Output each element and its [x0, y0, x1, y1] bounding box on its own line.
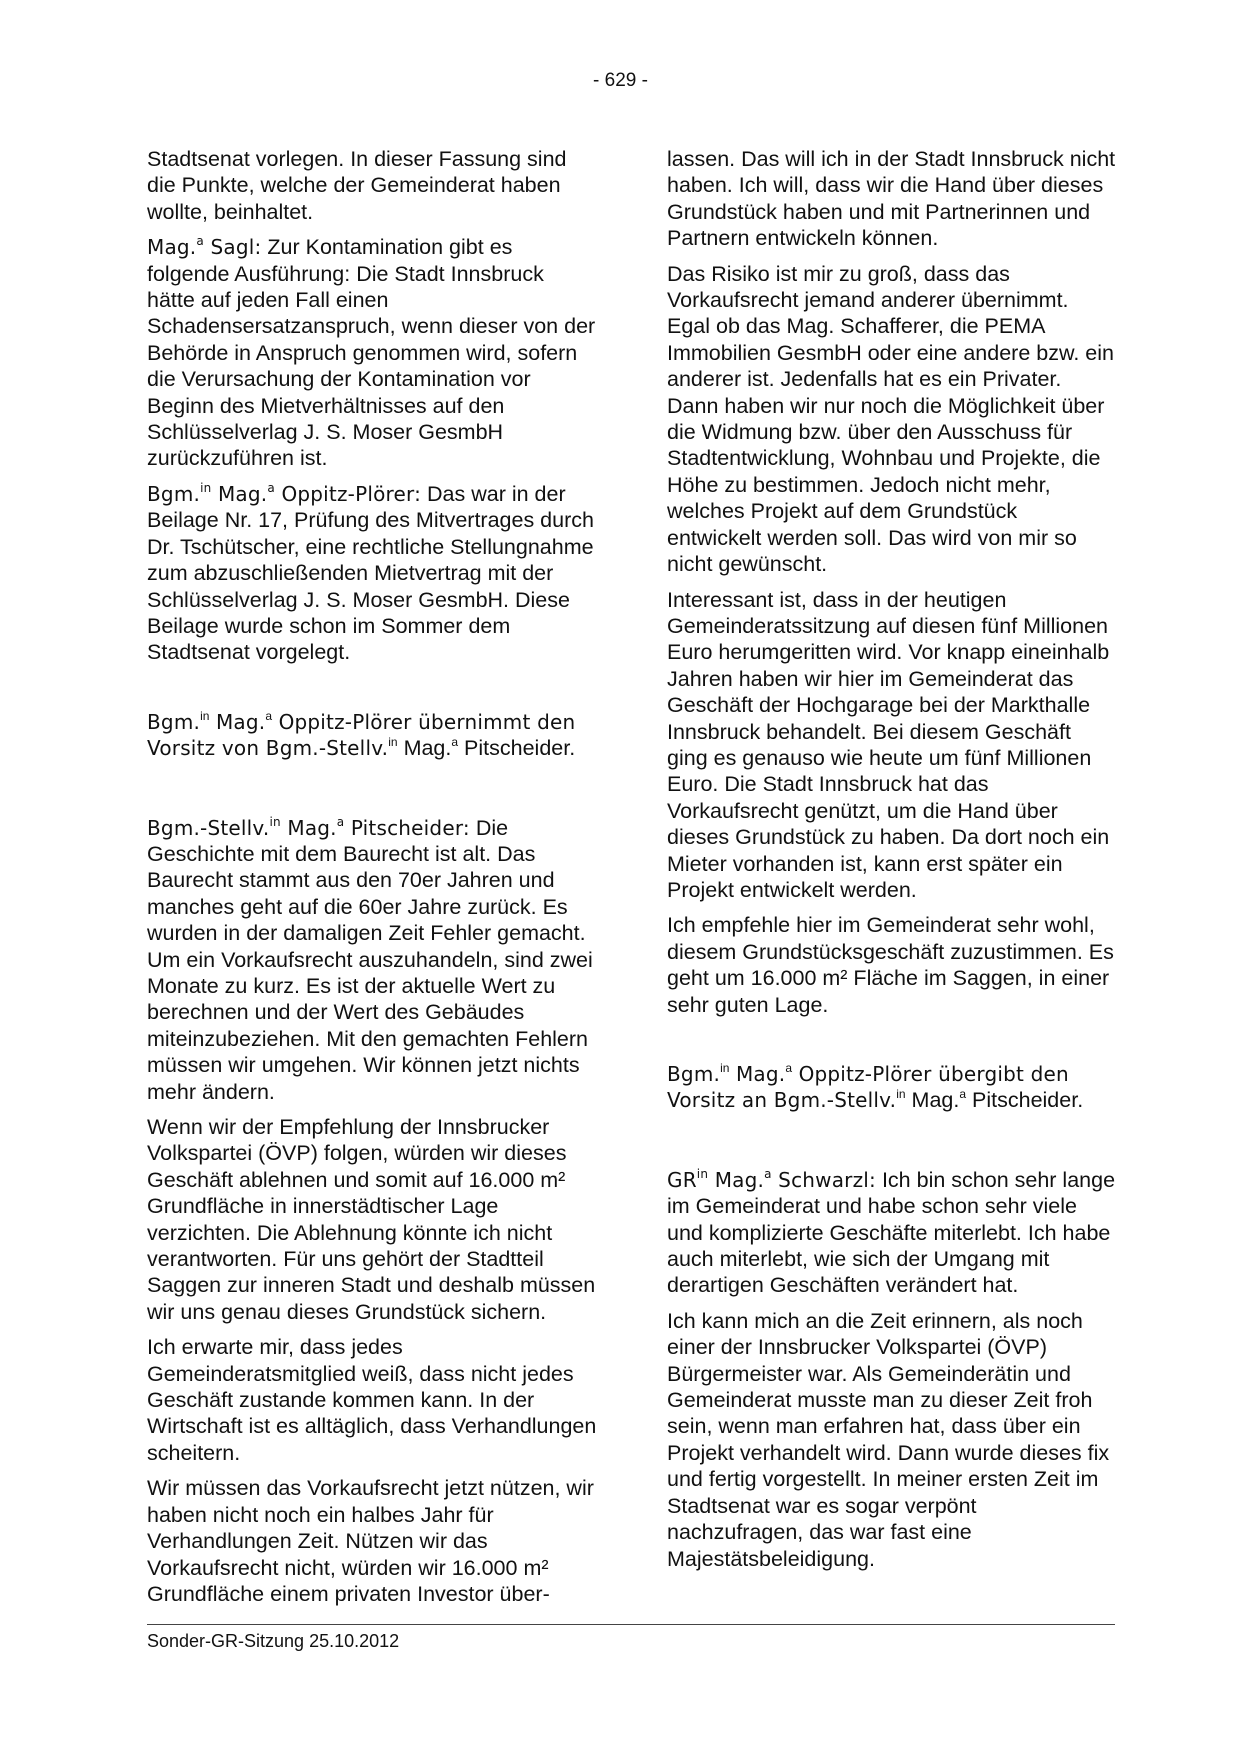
page-number: - 629 -	[593, 70, 648, 91]
paragraph: Das Risiko ist mir zu groß, dass das Vorkaufsrecht jemand anderer übernimmt. Egal ob das Mag. Schafferer, die PEMA Immobilien GesmbH oder eine andere bzw. ein anderer ist. Jedenfalls hat es ein Privater. Dann haben wir nur noch die Möglichkeit über die Widmung bzw. über den Ausschuss für Stadtentwicklung, Wohnbau und Projekte, die Höhe zu bestimmen. Jedoch nicht mehr, welches Projekt auf dem Grundstück entwickelt werden soll. Das wird von mir so nicht gewünscht.	[667, 261, 1114, 577]
left-column	[147, 146, 597, 1616]
speech-pitscheider: Bgm.-Stellv.$^{in}$ Mag.$^a$ Pitscheider: Die Geschichte mit dem Baurecht ist alt. Das Baurecht stammt aus den 70er Jahren und manches geht auf die 60er Jahre zurück. Es wurden in der damaligen Zeit Fehler gemacht. Um ein Vorkaufsrecht auszuhandeln, sind zwei Monate zu kurz. Es ist der aktuelle Wert zu berechnen und der Wert des Gebäudes miteinzubeziehen. Mit den gemachten Fehlern müssen wir umgehen. Wir können jetzt nichts mehr ändern.	[147, 814, 593, 1104]
chair-change-note: Bgm.$^{in}$ Mag.$^a$ Oppitz-Plörer übernimmt den Vorsitz von Bgm.-Stellv.$^{in}$ Mag.$^a$ Pitscheider.	[147, 708, 576, 761]
paragraph: Stadtsenat vorlegen. In dieser Fassung sind die Punkte, welche der Gemeinderat haben wollte, beinhaltet.	[147, 147, 567, 224]
footer-session-label: Sonder-GR-Sitzung 25.10.2012	[147, 1631, 400, 1651]
paragraph: lassen. Das will ich in der Stadt Innsbruck nicht haben. Ich will, dass wir die Hand über dieses Grundstück haben und mit Partnerinnen und Partnern entwickeln können.	[667, 147, 1116, 251]
paragraph: Wir müssen das Vorkaufsrecht jetzt nützen, wir haben nicht noch ein halbes Jahr für Verhandlungen Zeit. Nützen wir das Vorkaufsrecht nicht, würden wir 16.000 m² Grundfläche einem privaten Investor über-	[147, 1476, 594, 1606]
speaker-name: Bgm.$^{in}$ Mag.$^a$ Oppitz-Plörer:	[147, 480, 422, 506]
speaker-name: Bgm.-Stellv.$^{in}$ Mag.$^a$ Pitscheider:	[147, 814, 470, 840]
paragraph: Ich erwarte mir, dass jedes Gemeinderatsmitglied weiß, dass nicht jedes Geschäft zustande kommen kann. In der Wirtschaft ist es alltäglich, dass Verhandlungen scheitern.	[147, 1335, 597, 1465]
paragraph: Ich empfehle hier im Gemeinderat sehr wohl, diesem Grundstücksgeschäft zuzustimmen. Es geht um 16.000 m² Fläche im Saggen, in einer sehr guten Lage.	[667, 913, 1114, 1017]
speech-sagl: Mag.$^a$ Sagl: Zur Kontamination gibt es folgende Ausführung: Die Stadt Innsbruck hätte auf jeden Fall einen Schadensersatzanspruch, wenn dieser von der Behörde in Anspruch genommen wird, sofern die Verursachung der Kontamination vor Beginn des Mietverhältnisses auf den Schlüsselverlag J. S. Moser GesmbH zurückzuführen ist.	[147, 234, 596, 471]
speech-schwarzl: $GR^{in}$ Mag.$^a$ Schwarzl: Ich bin schon sehr lange im Gemeinderat und habe schon sehr viele und komplizierte Geschäfte miterlebt. Ich habe auch miterlebt, wie sich der Umgang mit derartigen Geschäften verändert hat.	[667, 1166, 1116, 1298]
speaker-name: $GR^{in}$ Mag.$^a$ Schwarzl:	[667, 1166, 876, 1192]
paragraph: Wenn wir der Empfehlung der Innsbrucker Volkspartei (ÖVP) folgen, würden wir dieses Geschäft ablehnen und somit auf 16.000 m² Grundfläche in innerstädtischer Lage verzichten. Die Ablehnung könnte ich nicht verantworten. Für uns gehört der Stadtteil Saggen zur inneren Stadt und deshalb müssen wir uns genau dieses Grundstück sichern.	[147, 1115, 596, 1324]
chair-change-note: Bgm.$^{in}$ Mag.$^a$ Oppitz-Plörer übergibt den Vorsitz an Bgm.-Stellv.$^{in}$ Mag.$^a$ Pitscheider.	[667, 1061, 1084, 1113]
speaker-name: Mag.$^a$ Sagl:	[147, 234, 262, 260]
paragraph: Ich kann mich an die Zeit erinnern, als noch einer der Innsbrucker Volkspartei (ÖVP) Bürgermeister war. Als Gemeinderätin und Gemeinderat musste man zu dieser Zeit froh sein, wenn man erfahren hat, dass über ein Projekt verhandelt wird. Dann wurde dieses fix und fertig vorgestellt. In meiner ersten Zeit im Stadtsenat war es sogar verpönt nachzufragen, das war fast eine Majestätsbeleidigung.	[667, 1308, 1110, 1571]
speech-oppitz-ploerer: Bgm.$^{in}$ Mag.$^a$ Oppitz-Plörer: Das war in der Beilage Nr. 17, Prüfung des Mitvertrages durch Dr. Tschütscher, eine rechtliche Stellungnahme zum abzuschließenden Mietvertrag mit der Schlüsselverlag J. S. Moser GesmbH. Diese Beilage wurde schon im Sommer dem Stadtsenat vorgelegt.	[147, 480, 594, 665]
right-column	[667, 146, 1117, 1581]
footer-divider	[147, 1624, 1115, 1625]
paragraph: Interessant ist, dass in der heutigen Gemeinderatssitzung auf diesen fünf Millionen Euro herumgeritten wird. Vor knapp eineinhalb Jahren haben wir hier im Gemeinderat das Geschäft der Hochgarage bei der Markthalle Innsbruck behandelt. Bei diesem Geschäft ging es genauso wie heute um fünf Millionen Euro. Die Stadt Innsbruck hat das Vorkaufsrecht genützt, um die Hand über dieses Grundstück zu haben. Da dort noch ein Mieter vorhanden ist, kann erst später ein Projekt entwickelt werden.	[667, 587, 1110, 902]
